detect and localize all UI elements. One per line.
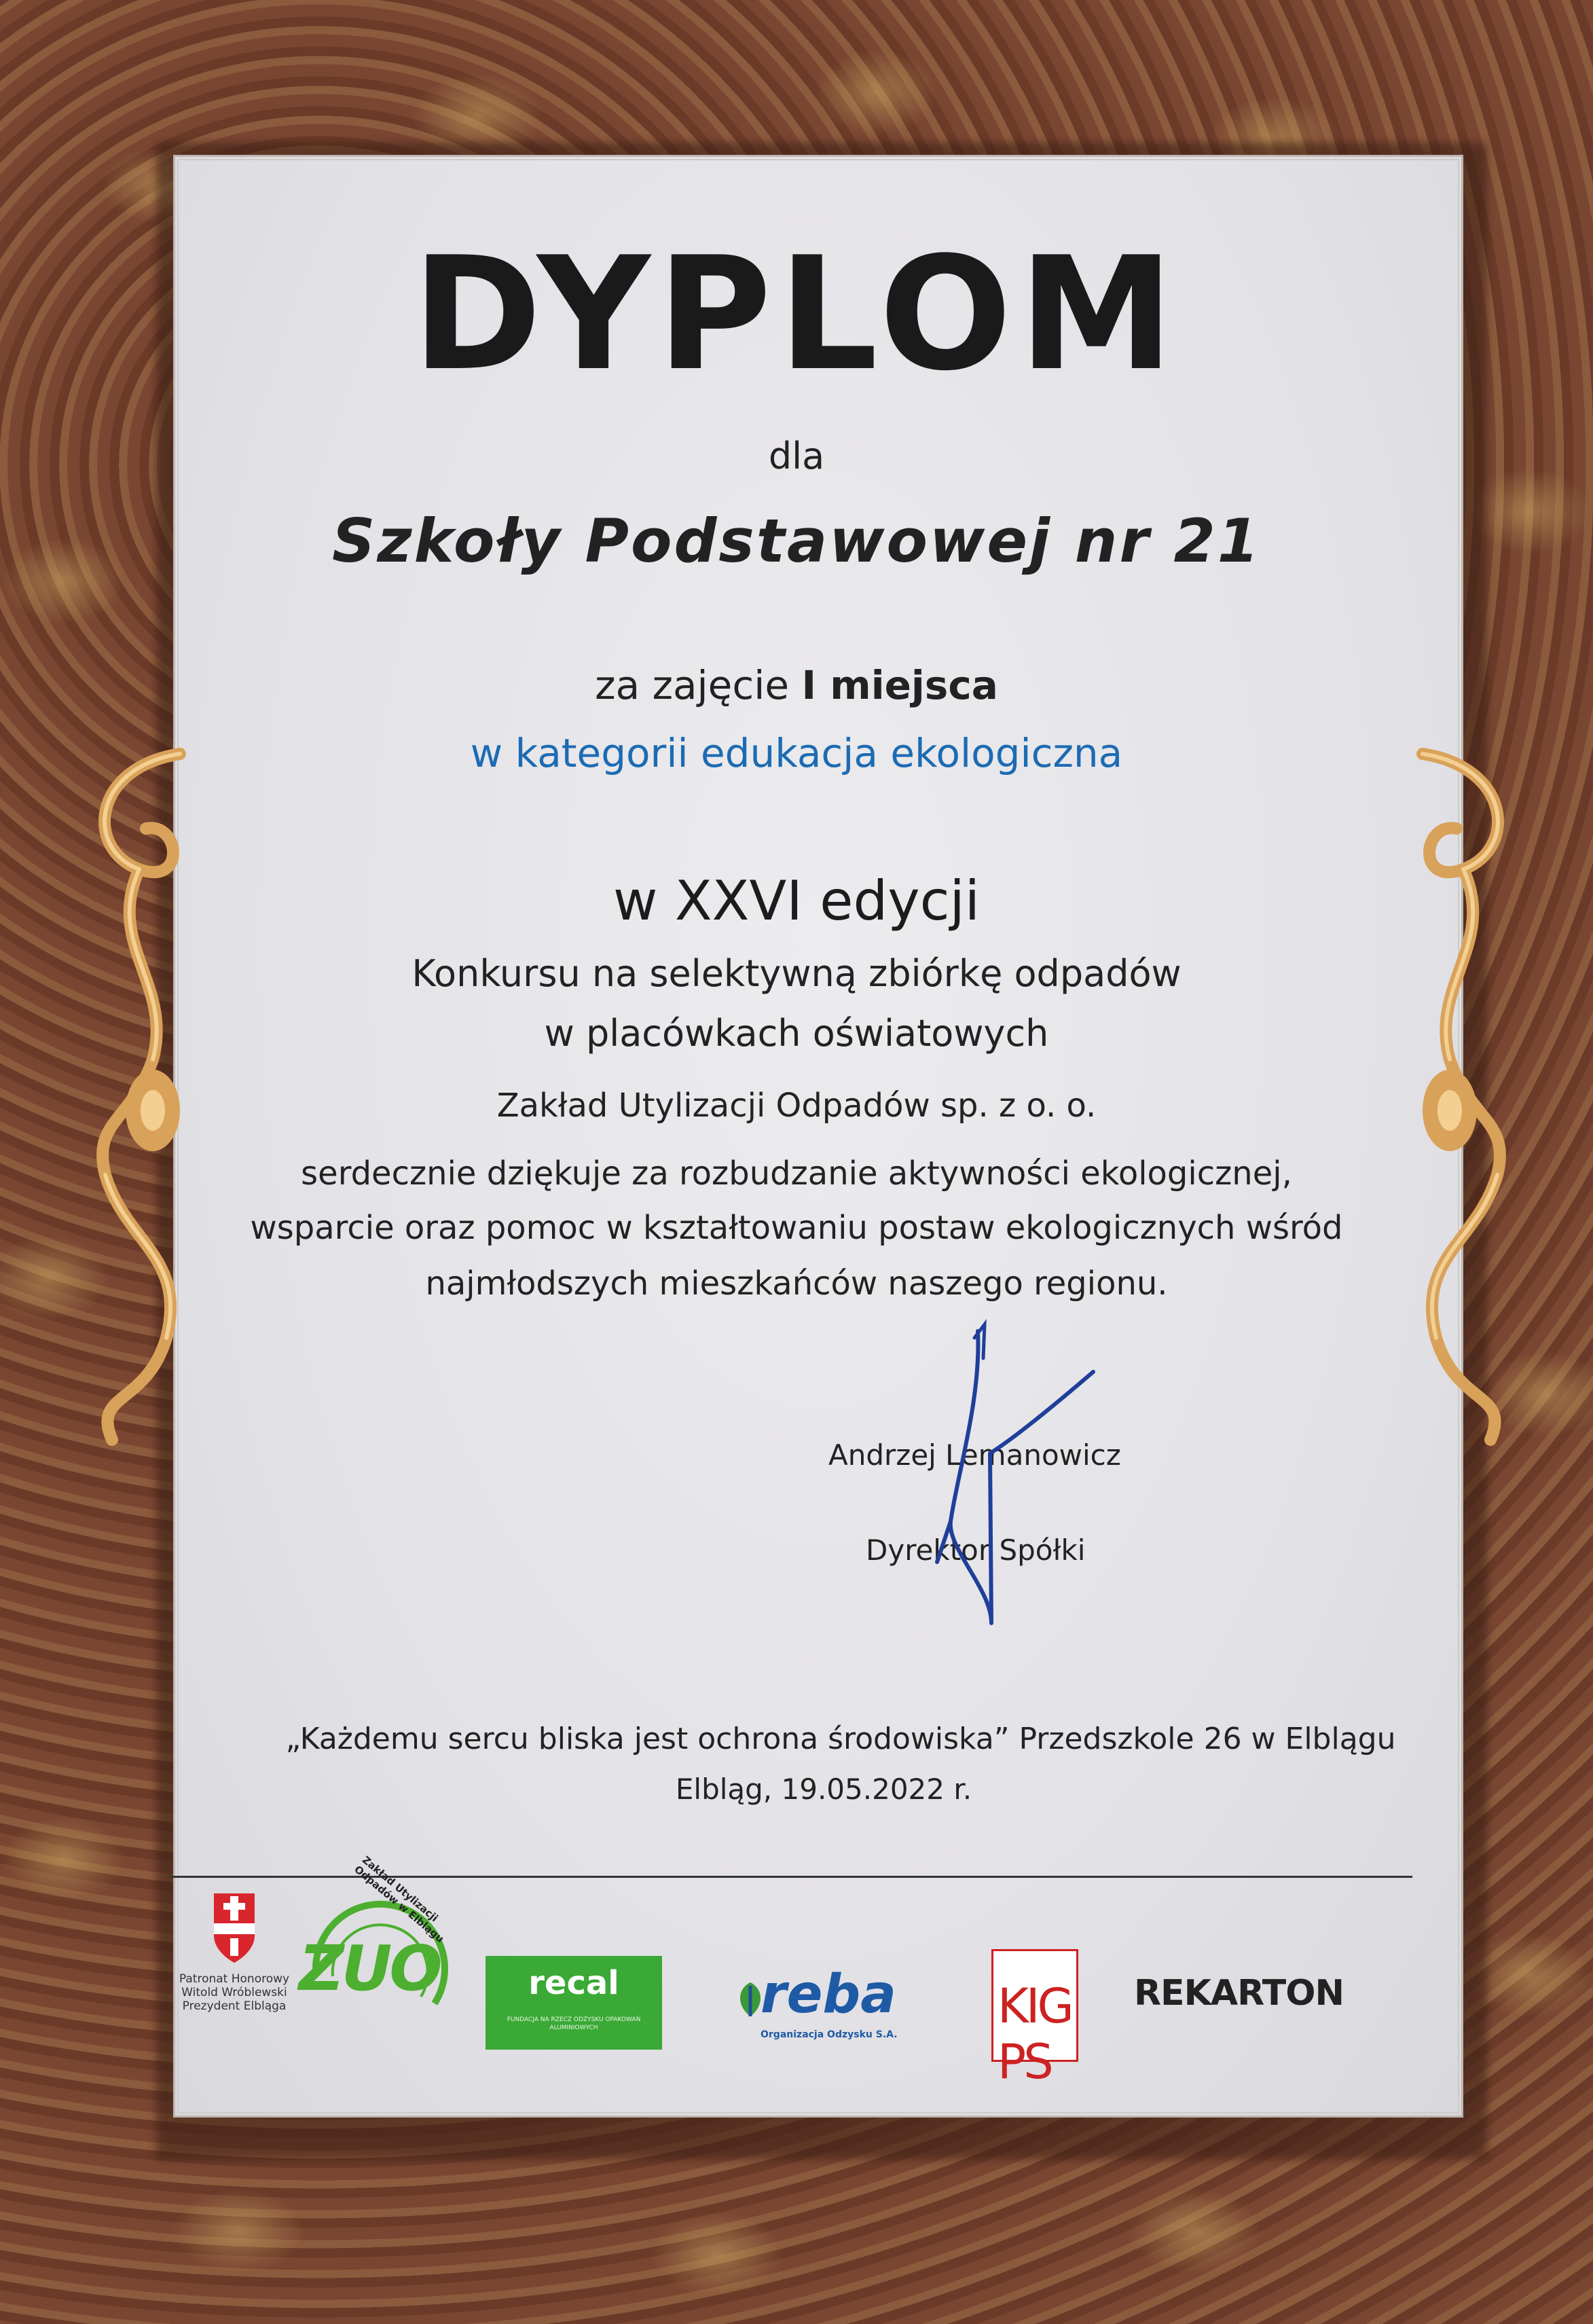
- reba-subtext: Organizacja Odzysku S.A.: [761, 2029, 898, 2040]
- recal-text: recal: [528, 1964, 619, 2002]
- patron-line-1: Patronat Honorowy: [179, 1972, 290, 1986]
- rekarton-text: REKARTON: [1134, 1973, 1344, 2014]
- reba-text: reba: [761, 1964, 896, 2025]
- zuo-text: ZUO: [299, 1932, 440, 2005]
- thanks-line-3: wsparcie oraz pomoc w kształtowaniu postaw ekologicznych wśród: [250, 1209, 1343, 1247]
- patron-line-2: Witold Wróblewski: [181, 1986, 287, 1999]
- elblag-patron-logo: [166, 1888, 302, 2024]
- kigps-text: KIG PS: [997, 1978, 1072, 2090]
- edition-line: w XXVI edycji: [613, 869, 980, 932]
- patron-line-3: Prezydent Elbląga: [182, 1999, 287, 2013]
- coat-of-arms-icon: [166, 1888, 302, 1969]
- sponsor-logos: [156, 1853, 1344, 2090]
- thanks-line-4: najmłodszych mieszkańców naszego regionu.: [425, 1265, 1168, 1303]
- date-line: Elbląg, 19.05.2022 r.: [675, 1773, 972, 1806]
- thanks-line-1: Zakład Utylizacji Odpadów sp. z o. o.: [496, 1087, 1097, 1125]
- thanks-line-2: serdecznie dziękuje za rozbudzanie aktywności ekologicznej,: [301, 1155, 1292, 1193]
- zuo-ring-text: Zakład Utylizacji Odpadów w Elblągu: [352, 1853, 447, 1946]
- signer-role: Dyrektor Spółki: [866, 1533, 1086, 1567]
- award-prefix: za zajęcie: [595, 662, 802, 708]
- kigps-logo: [991, 1949, 1078, 2090]
- zuo-logo: [292, 1853, 469, 2051]
- recal-subtext: FUNDACJA NA RZECZ ODZYSKU OPAKOWAŃ ALUMINIOWYCH: [507, 2016, 641, 2031]
- reba-logo: [733, 1964, 923, 2051]
- award-place: I miejsca: [801, 662, 998, 708]
- signer-name: Andrzej Lemanowicz: [828, 1438, 1121, 1472]
- motto-line: „Każdemu sercu bliska jest ochrona środowiska” Przedszkole 26 w Elblągu: [285, 1722, 1396, 1756]
- rekarton-logo: [1134, 1973, 1344, 2020]
- diploma-title: DYPLOM: [411, 224, 1182, 405]
- contest-line-1: Konkursu na selektywną zbiórkę odpadów: [411, 952, 1182, 995]
- contest-line-2: w placówkach oświatowych: [544, 1012, 1049, 1055]
- dla-text: dla: [768, 435, 825, 477]
- handwritten-signature: [910, 1318, 1100, 1630]
- recipient-name: Szkoły Podstawowej nr 21: [332, 506, 1261, 576]
- award-line: [0, 662, 1593, 708]
- recal-logo: [486, 1956, 662, 2050]
- category-line: w kategorii edukacja ekologiczna: [470, 730, 1123, 776]
